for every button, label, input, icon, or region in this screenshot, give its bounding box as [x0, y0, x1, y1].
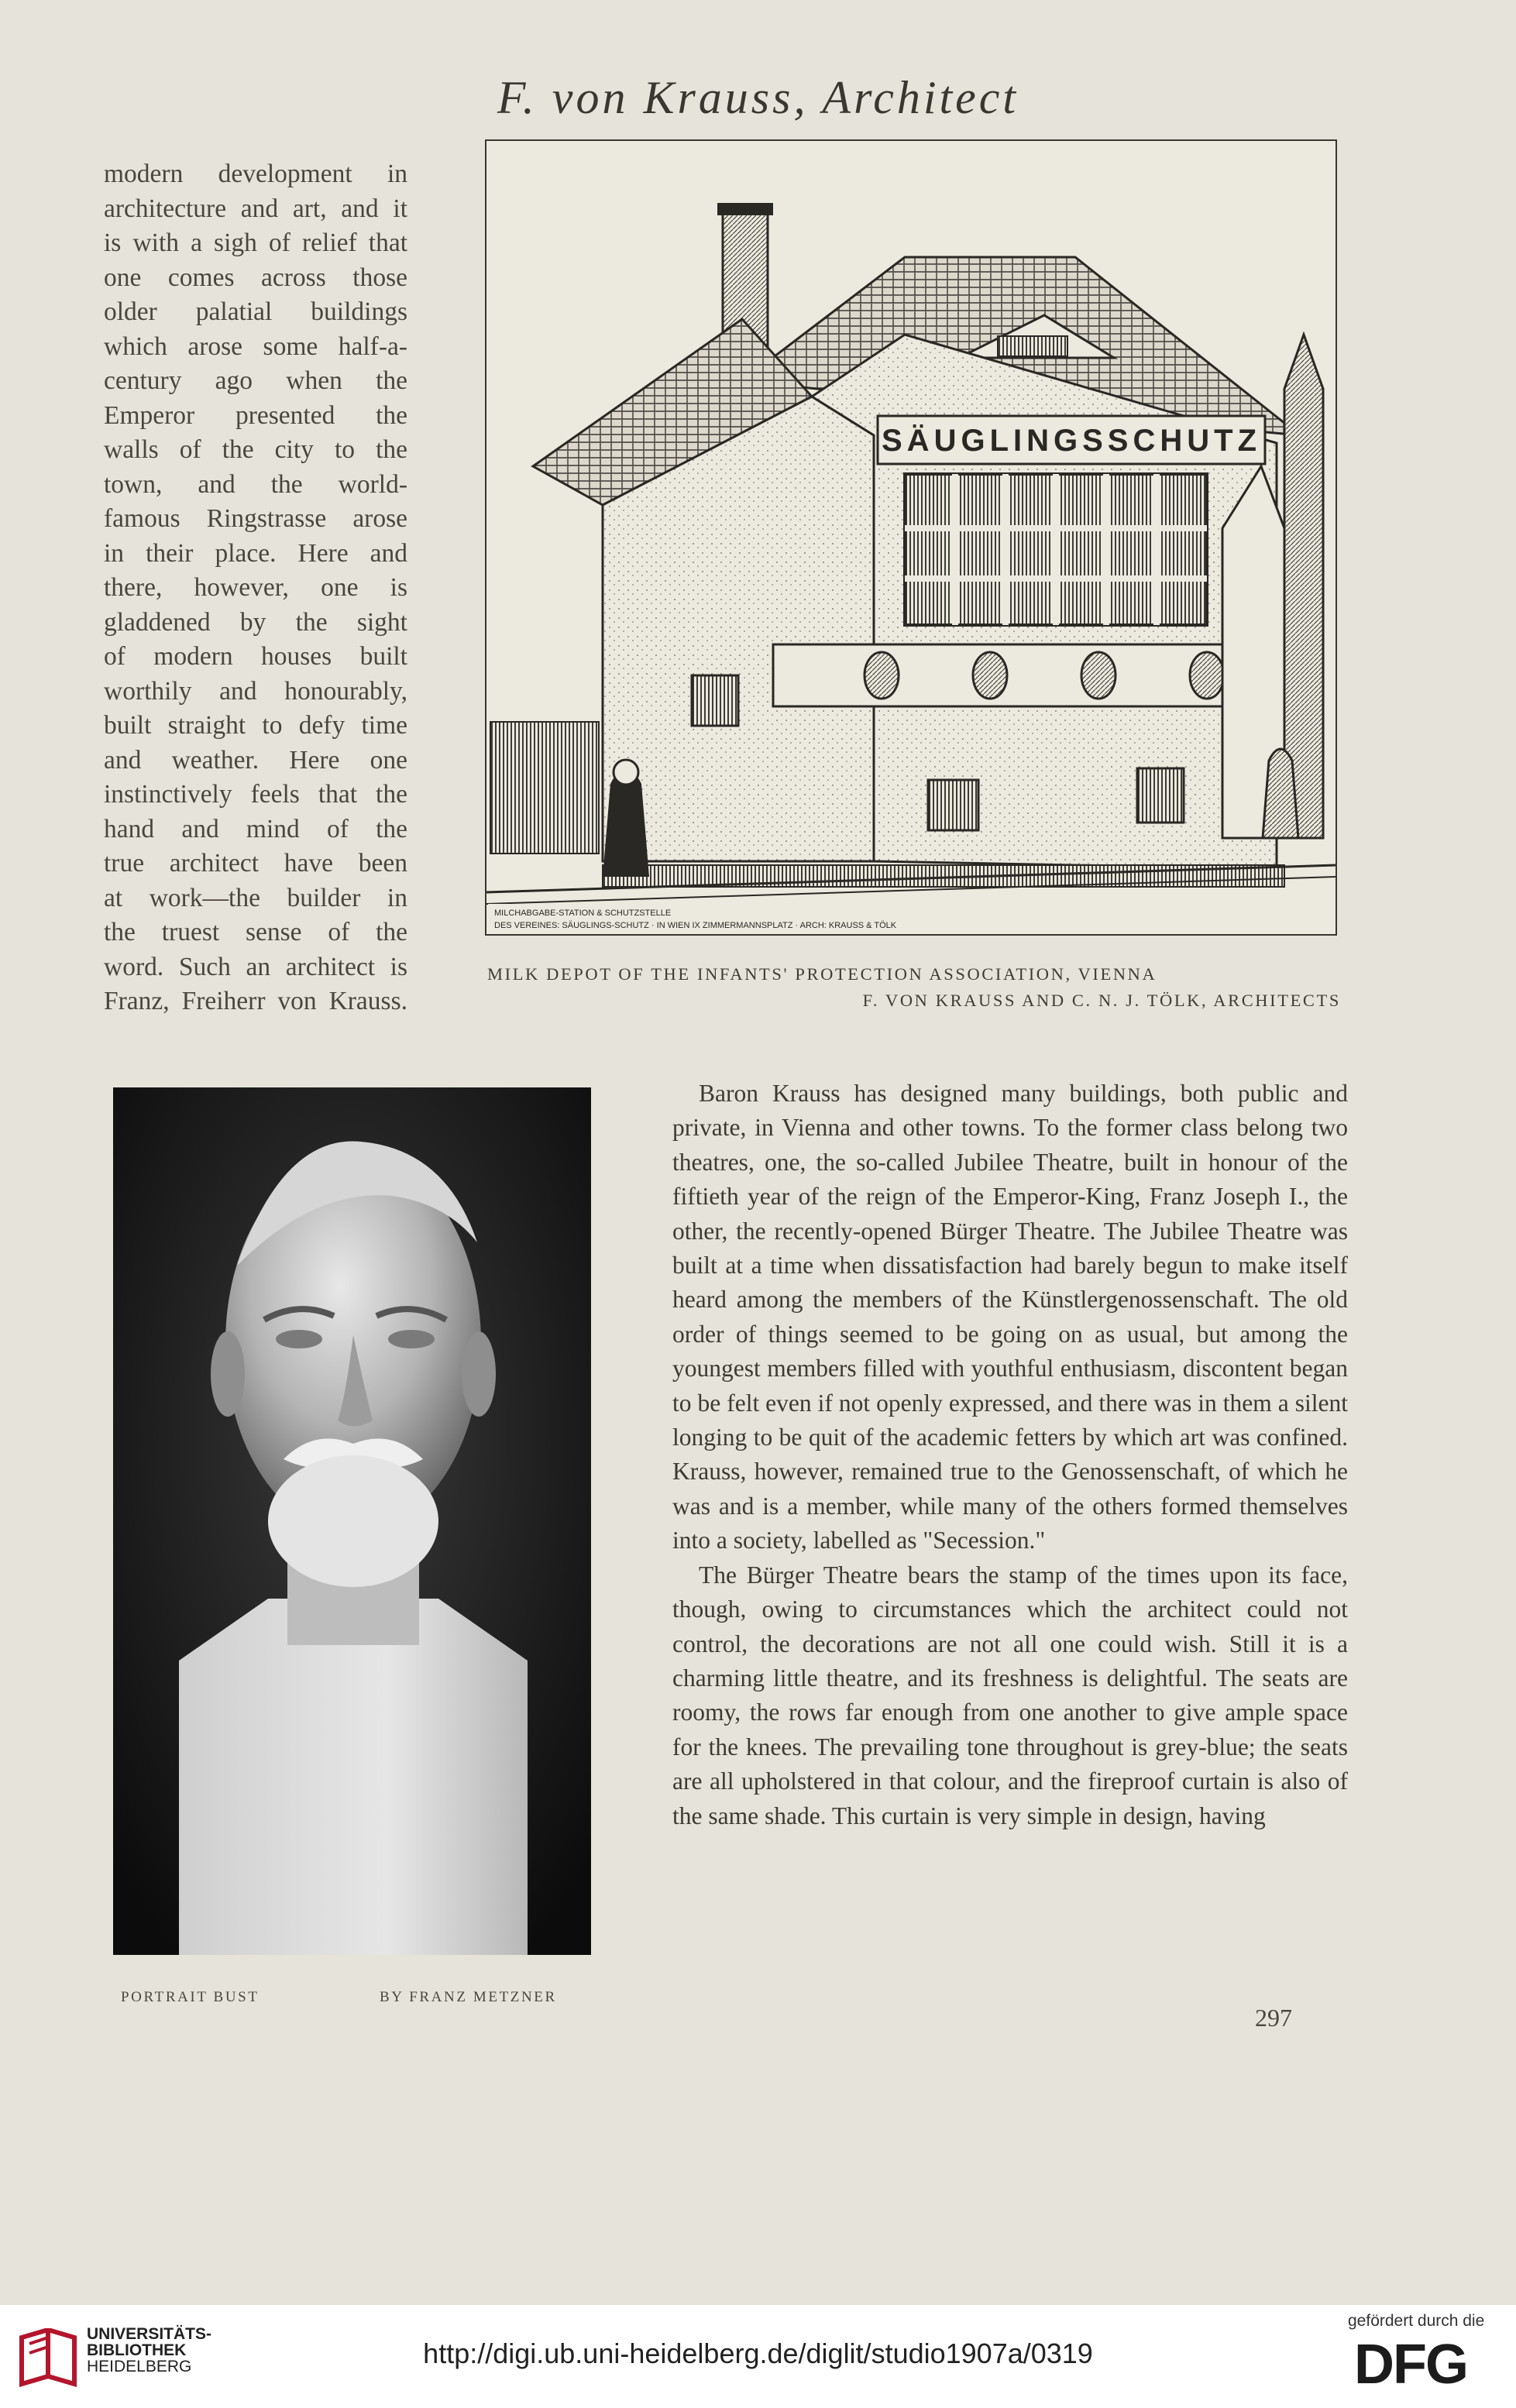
- sponsor-label: gefördert durch die: [1348, 2312, 1485, 2330]
- bust-image: [113, 1087, 591, 1955]
- left-column-line: which arose some half-a-: [104, 331, 407, 361]
- left-column-line: century ago when the: [104, 366, 407, 395]
- building-illustration: [485, 139, 1337, 936]
- left-column-line: hand and mind of the: [104, 814, 407, 843]
- bust-caption-title: PORTRAIT BUST: [121, 1989, 260, 2005]
- portrait-bust-photo: [113, 1087, 591, 1955]
- drawing-caption-line1: MILCHABGABE-STATION & SCHUTZSTELLE: [494, 909, 672, 918]
- left-column-line: instinctively feels that the: [104, 780, 407, 809]
- dfg-logo: DFG: [1354, 2334, 1467, 2396]
- library-name-line3: HEIDELBERG: [87, 2358, 192, 2375]
- left-column-line: word. Such an architect is: [104, 952, 407, 981]
- library-name-line1: UNIVERSITÄTS-: [87, 2325, 212, 2343]
- left-column-line: at work—the builder in: [104, 883, 407, 912]
- left-column-text: [104, 157, 407, 1019]
- bust-caption-artist: BY FRANZ METZNER: [380, 1989, 557, 2005]
- left-column-line: built straight to defy time: [104, 711, 407, 740]
- drawing-caption-line2: DES VEREINES: SÄUGLINGS-SCHUTZ · IN WIEN IX ZIMMERMANNSPLATZ · ARCH: KRAUSS & TÖLK: [494, 921, 897, 930]
- figure-caption-credits: F. VON KRAUSS AND C. N. J. TÖLK, ARCHITECTS: [862, 991, 1341, 1010]
- left-column-line: walls of the city to the: [104, 435, 407, 464]
- left-column-line: modern development in: [104, 160, 407, 188]
- left-column-line: in their place. Here and: [104, 538, 407, 568]
- building-drawing: [486, 141, 1336, 934]
- left-column-line: worthily and honourably,: [104, 676, 407, 706]
- left-column-line: the truest sense of the: [104, 918, 407, 946]
- left-column-line: older palatial buildings: [104, 297, 407, 326]
- left-column-line: architecture and art, and it: [104, 194, 407, 223]
- left-column-line: is with a sigh of relief that: [104, 228, 407, 257]
- left-column-line: there, however, one is: [104, 573, 407, 602]
- left-column-line: gladdened by the sight: [104, 607, 407, 637]
- library-name-line2: BIBLIOTHEK: [87, 2341, 187, 2359]
- paragraph-1: Baron Krauss has designed many buildings, both public and private, in Vienna and other towns. To the former class belong two theatres, one, the so-called Jubilee Theatre, built in honour of the fiftieth year of the reign of the Emperor-King, Franz Joseph I., the other, the recently-opened Bürger Theatre. The Jubilee Theatre was built at a time when dissatisfaction had barely begun to make itself heard among the members of the Künstlergenossenschaft. The old order of things seemed to be going on as usual, but among the youngest members filled with youthful enthusiasm, discontent began to be felt even if not openly expressed, and there was in them a silent longing to be quit of the academic fetters by which art was confined. Krauss, however, remained true to the Genossenschaft, of which he was and is a member, while many of the others formed themselves into a society, labelled as "Secession.": [672, 1080, 1348, 1554]
- facade-sign: SÄUGLINGSSCHUTZ: [882, 424, 1261, 458]
- left-column-line: one comes across those: [104, 263, 407, 292]
- left-column-line: and weather. Here one: [104, 745, 407, 775]
- source-url-link[interactable]: http://digi.ub.uni-heidelberg.de/diglit/studio1907a/0319: [423, 2338, 1093, 2369]
- right-column-text: [672, 1077, 1348, 1833]
- left-column-line: famous Ringstrasse arose: [104, 504, 407, 533]
- running-header: F. von Krauss, Architect: [497, 72, 1019, 123]
- page-number: 297: [1255, 2004, 1292, 2032]
- left-column-line: true architect have been: [104, 849, 407, 878]
- left-column-line: of modern houses built: [104, 642, 407, 671]
- left-column-line: Emperor presented the: [104, 400, 407, 430]
- figure-caption-title: MILK DEPOT OF THE INFANTS' PROTECTION ASSOCIATION, VIENNA: [487, 964, 1157, 984]
- left-column-line: Franz, Freiherr von Krauss.: [104, 987, 407, 1015]
- paragraph-2: The Bürger Theatre bears the stamp of the times upon its face, though, owing to circumstances which the architect could not control, the decorations are not all one could wish. Still it is a charming little theatre, and its freshness is delightful. The seats are roomy, the rows far enough from one another to give ample space for the knees. The prevailing tone throughout is grey-blue; the seats are all upholstered in that colour, and the fireproof curtain is also of the same shade. This curtain is very simple in design, having: [672, 1561, 1348, 1829]
- left-column-line: town, and the world-: [104, 469, 407, 499]
